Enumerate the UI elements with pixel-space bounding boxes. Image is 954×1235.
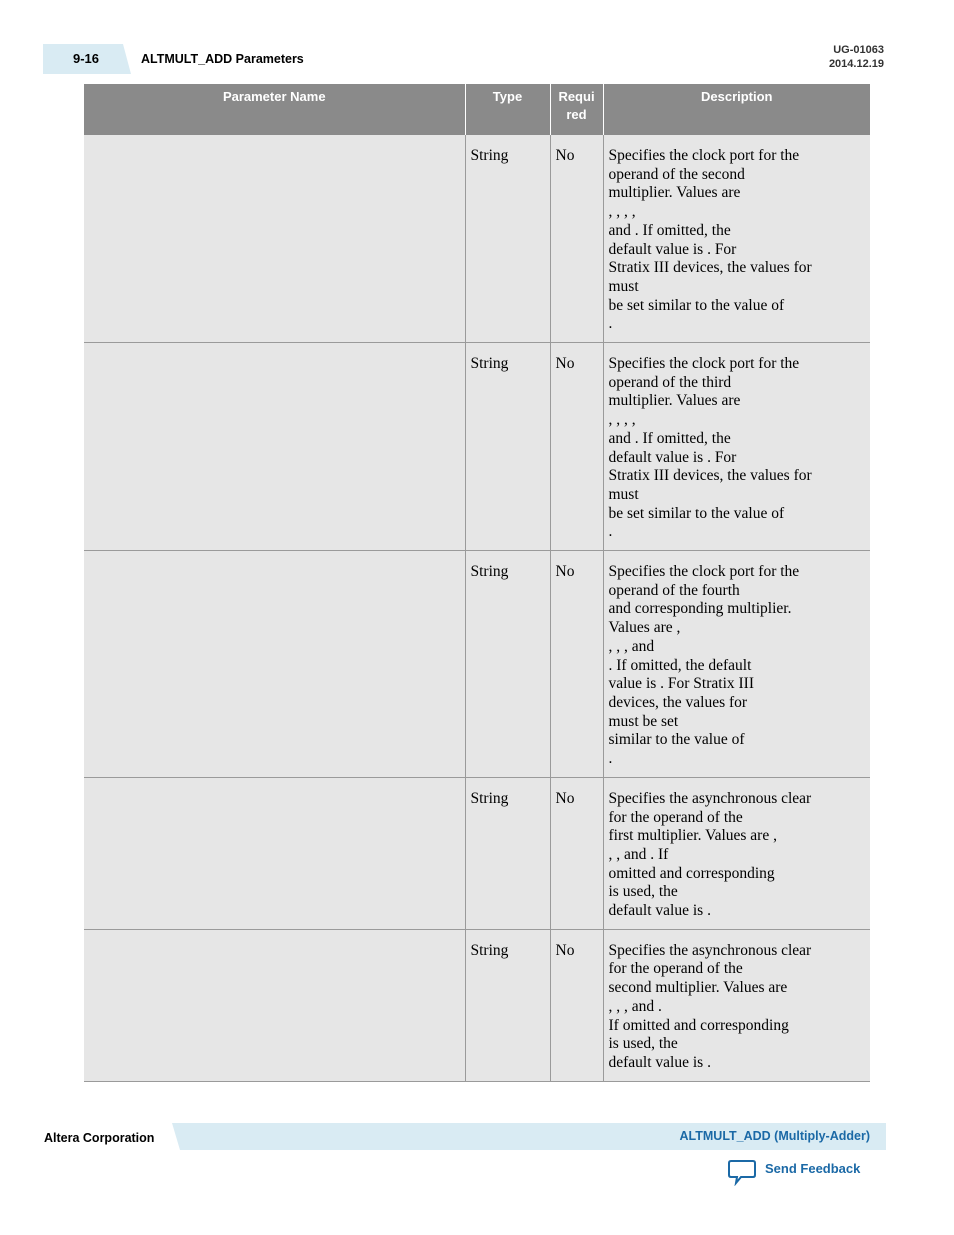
doc-date: 2014.12.19 [828, 58, 884, 70]
cell-parameter-name [84, 551, 465, 778]
cell-type: String [465, 929, 550, 1081]
table-row [84, 929, 870, 1081]
cell-required: No [550, 135, 603, 343]
cell-required: No [550, 343, 603, 551]
column-header-required [550, 84, 603, 135]
table-row [84, 777, 870, 929]
column-header-required-label: Requi red [558, 89, 595, 122]
table-row [84, 135, 870, 343]
speech-bubble-icon [727, 1158, 757, 1191]
cell-description: Specifies the asynchronous clear for the operand of the first multiplier. Values are , , , and . If omitted and corresponding is used, the default value is . [603, 777, 870, 929]
cell-description: Specifies the asynchronous clear for the operand of the second multiplier. Values are , , , and . If omitted and corresponding is used, the default value is . [603, 929, 870, 1081]
cell-description: Specifies the clock port for the operand of the second multiplier. Values are , , , , and . If omitted, the default value is . For Stratix III devices, the values for must be set similar to the value of . [603, 135, 870, 343]
cell-type: String [465, 135, 550, 343]
footer-chapter-link[interactable]: ALTMULT_ADD (Multiply-Adder) [679, 1129, 870, 1143]
cell-parameter-name [84, 929, 465, 1081]
cell-type: String [465, 551, 550, 778]
doc-id-block [829, 43, 884, 71]
parameters-table [84, 84, 870, 1082]
send-feedback-link[interactable] [727, 1158, 860, 1188]
cell-type: String [465, 343, 550, 551]
table-header-row [84, 84, 870, 135]
footer-company: Altera Corporation [44, 1131, 155, 1145]
table-row [84, 551, 870, 778]
send-feedback-label: Send Feedback [765, 1161, 861, 1176]
column-header-parameter-name: Parameter Name [84, 84, 465, 135]
cell-description: Specifies the clock port for the operand of the third multiplier. Values are , , , , and . If omitted, the default value is . For Stratix III devices, the values for must be set similar to the value of . [603, 343, 870, 551]
doc-id: UG-01063 [833, 44, 884, 56]
cell-parameter-name [84, 135, 465, 343]
section-title: ALTMULT_ADD Parameters [141, 52, 304, 66]
page-number: 9-16 [73, 51, 100, 66]
table-row [84, 343, 870, 551]
cell-required: No [550, 777, 603, 929]
column-header-description: Description [603, 84, 870, 135]
column-header-type: Type [465, 84, 550, 135]
cell-parameter-name [84, 777, 465, 929]
cell-description: Specifies the clock port for the operand of the fourth and corresponding multiplier. Values are , , , , and . If omitted, the default value is . For Stratix III devices, the values for must be set similar to the value of . [603, 551, 870, 778]
cell-parameter-name [84, 343, 465, 551]
cell-type: String [465, 777, 550, 929]
cell-required: No [550, 929, 603, 1081]
cell-required: No [550, 551, 603, 778]
